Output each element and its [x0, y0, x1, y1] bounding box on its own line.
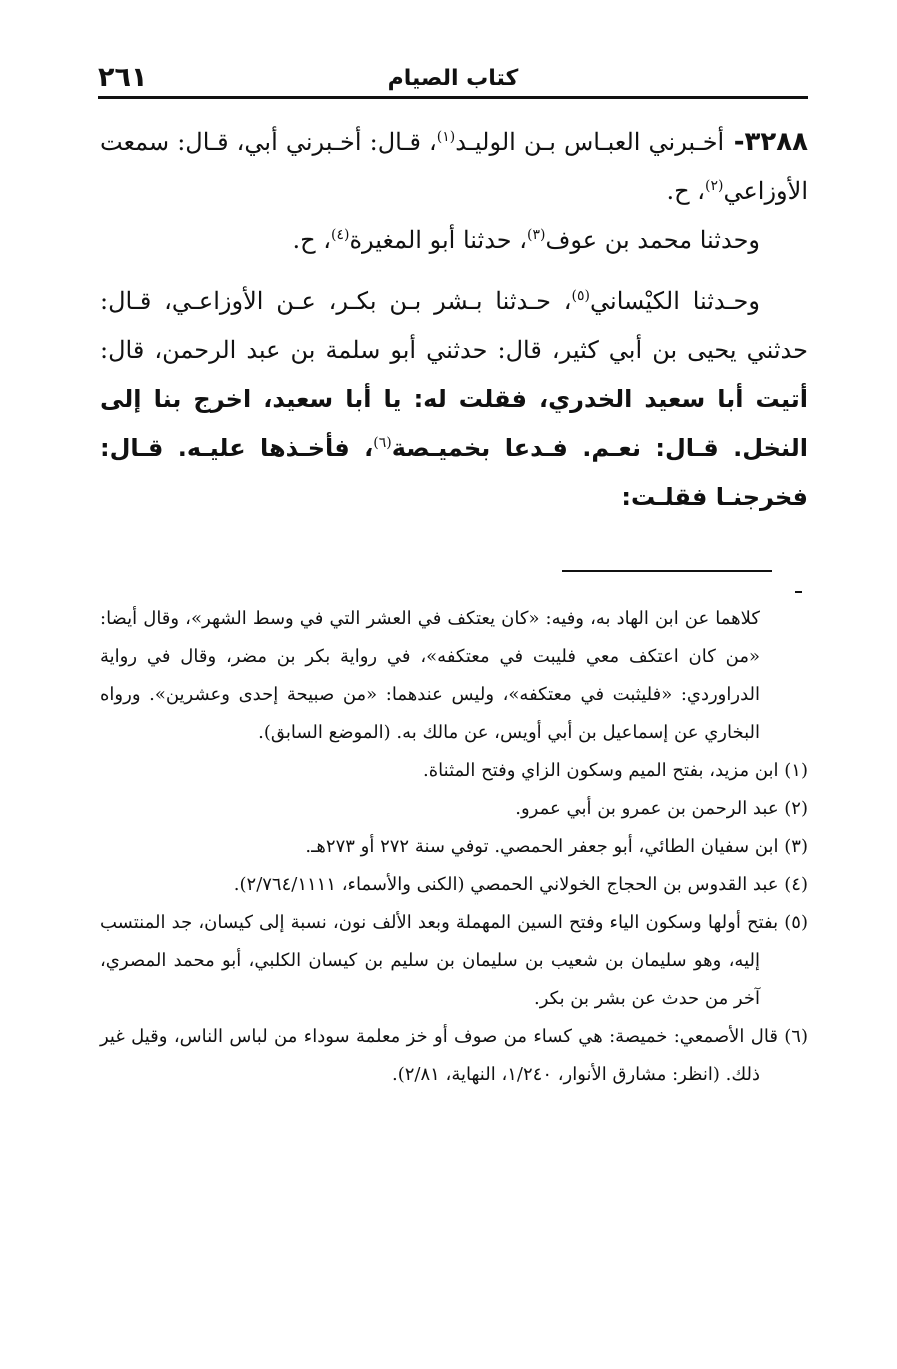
footnote-3: (٣) ابن سفيان الطائي، أبو جعفر الحمصي. توفي سنة ٢٧٢ أو ٢٧٣هـ. [305, 836, 808, 857]
hadith-text [100, 118, 808, 522]
hadith-line-3 [100, 277, 808, 522]
hadith-isnad-3-and-matn [100, 287, 808, 511]
text-segment: ، ح. [292, 226, 331, 254]
footnote-1: (١) ابن مزيد، بفتح الميم وسكون الزاي وفتح المثناة. [423, 760, 808, 781]
footnote-separator-mark [795, 591, 802, 593]
footnote-ref-marker: (٥) [571, 288, 591, 304]
book-title: كتاب الصيام [387, 66, 519, 91]
footnote-2: (٢) عبد الرحمن بن عمرو بن أبي عمرو. [515, 798, 808, 819]
text-segment: وحدثنا محمد بن عوف [545, 226, 760, 254]
footnote-ref-marker: (٤) [331, 227, 350, 243]
text-segment: ، حـدثنا بـشر بـن بكـر، عـن الأوزاعـي، قـال: حدثني يحيى بن أبي كثير، قال: حدثني أبو سلمة بن عبد الرحمن، قال: [100, 287, 808, 364]
header-rule [98, 96, 808, 99]
footnote-5: (٥) بفتح أولها وسكون الياء وفتح السين المهملة وبعد الألف نون، نسبة إلى كيسان، جد المنتسب إليه، وهو سليمان بن شعيب بن سليمان بن سليم بن كيسان الكلبي، أبو محمد المصري، آخر من حدث عن بشر بن بكر. [100, 912, 808, 1009]
hadith-matn-bold: أتيت أبا سعيد الخدري، فقلت له: يا أبا سعيد، اخرج بنا إلى النخل. قـال: نعـم. فـدعا بخميـصة [100, 385, 808, 462]
footnote-ref-marker: (٦) [373, 435, 392, 451]
footnote-ref-marker: (٣) [527, 227, 546, 243]
footnote-continuation: كلاهما عن ابن الهاد به، وفيه: «كان يعتكف في العشر التي في وسط الشهر»، وقال أيضا: «من كان اعتكف معي فليبت في معتكفه»، في رواية بكر بن مضر، وقال في رواية الدراوردي: «فليثبت في معتكفه»، وليس عندهما: «من صبيحة إحدى وعشرين». ورواه البخاري عن إسماعيل بن أبي أويس، عن مالك به. (الموضع السابق). [100, 608, 760, 743]
footnote-ref-marker: (١) [436, 129, 456, 145]
page-number: ٢٦١ [98, 62, 148, 93]
hadith-isnad-1 [100, 128, 808, 205]
footnotes [100, 600, 808, 1094]
text-segment: ، قـال: أخـبرني أبي، قـال: سمعت الأوزاعي [100, 128, 808, 205]
footnote-4: (٤) عبد القدوس بن الحجاج الخولاني الحمصي (الكنى والأسماء، ٢/٧٦٤/١١١١). [233, 874, 808, 895]
text-segment: ، ح. [666, 177, 705, 205]
footnote-separator [562, 570, 772, 572]
text-segment: ، حدثنا أبو المغيرة [349, 226, 528, 254]
running-header [98, 58, 808, 100]
footnote-ref-marker: (٢) [705, 178, 724, 194]
hadith-isnad-2 [293, 226, 761, 254]
hadith-number-dash: - [724, 127, 745, 157]
footnote-6: (٦) قال الأصمعي: خميصة: هي كساء من صوف أو خز معلمة سوداء من لباس الناس، وقيل غير ذلك. (انظر: مشارق الأنوار، ١/٢٤٠، النهاية، ٢/٨١). [100, 1026, 808, 1085]
text-segment: أخـبرني العبـاس بـن الوليـد [455, 128, 725, 156]
text-segment: وحـدثنا الكيْساني [590, 287, 760, 315]
hadith-line-2 [100, 216, 808, 265]
hadith-number: ٣٢٨٨ [744, 127, 809, 157]
hadith-line-1 [100, 118, 808, 216]
hadith-matn-bold: ، فأخـذها عليـه. قـال: فخرجنـا فقلـت: [100, 434, 808, 511]
